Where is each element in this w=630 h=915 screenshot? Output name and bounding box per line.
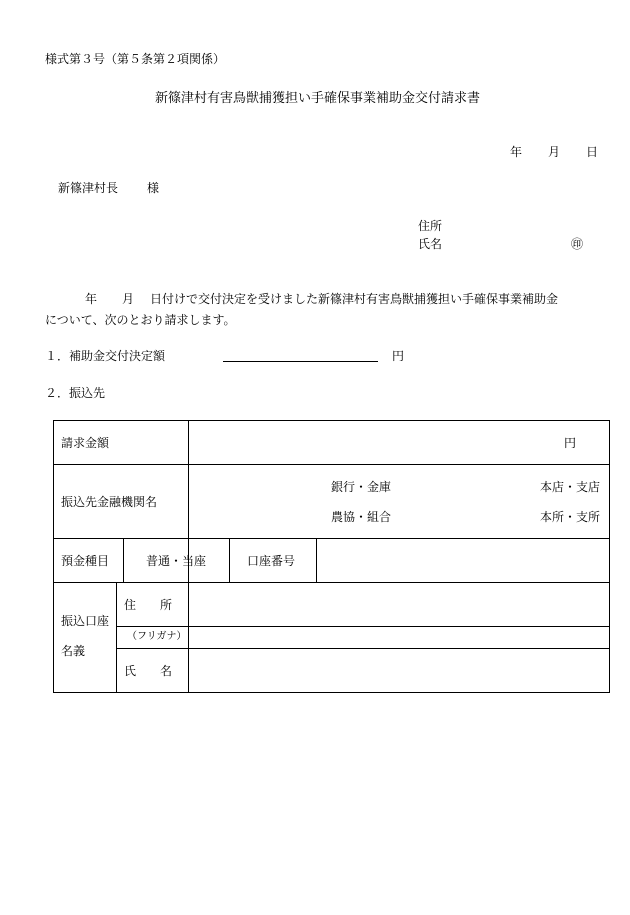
request-amount-label-cell — [54, 421, 189, 465]
item-grant-amount-unit: 円 — [392, 349, 405, 363]
bank-label: 振込先金融機関名 — [61, 495, 158, 509]
account-number-label-cell — [189, 539, 317, 583]
holder-label-2: 名義 — [61, 644, 86, 658]
deposit-type-value[interactable]: 普通・当座 — [146, 554, 207, 568]
holder-name-label-cell — [117, 649, 189, 693]
body-year: 年 — [85, 292, 98, 306]
account-number-cell[interactable] — [317, 539, 610, 583]
transfer-table — [53, 420, 610, 693]
holder-label-1: 振込口座 — [61, 614, 110, 628]
branch-type2: 本所・支所 — [540, 510, 601, 524]
deposit-type-label: 預金種目 — [61, 554, 110, 568]
holder-label-cell — [54, 583, 117, 693]
bank-type1: 銀行・金庫 — [331, 480, 392, 494]
body-month: 月 — [122, 292, 135, 306]
bank-type2: 農協・組合 — [331, 510, 392, 524]
addressee-name: 新篠津村長 — [58, 181, 119, 195]
bank-label-cell — [54, 465, 189, 539]
holder-address-cell[interactable] — [189, 583, 610, 627]
body-line2: について、次のとおり請求します。 — [45, 313, 236, 327]
branch-type1: 本店・支店 — [540, 480, 601, 494]
holder-name-label: 氏 名 — [124, 664, 173, 678]
deposit-type-label-cell — [54, 539, 207, 583]
request-amount-cell[interactable] — [189, 421, 610, 465]
holder-address-label-cell — [117, 583, 189, 627]
body-line1: 日付けで交付決定を受けました新篠津村有害鳥獣捕獲担い手確保事業補助金 — [150, 292, 559, 306]
date-year: 年 — [510, 145, 523, 159]
date-day: 日 — [586, 145, 599, 159]
holder-name-cell[interactable] — [189, 649, 610, 693]
item-transfer-label: ２．振込先 — [45, 386, 106, 400]
date-month: 月 — [548, 145, 561, 159]
addressee-honorific: 様 — [147, 181, 160, 195]
form-number: 様式第３号（第５条第２項関係） — [45, 52, 226, 66]
grant-amount-line — [223, 361, 378, 362]
bank-cell[interactable] — [189, 465, 610, 539]
page-title: 新篠津村有害鳥獣捕獲担い手確保事業補助金交付請求書 — [155, 91, 481, 106]
holder-furigana-cell[interactable] — [189, 627, 610, 649]
applicant-address-label: 住所 — [418, 219, 443, 233]
item-grant-amount-label: １．補助金交付決定額 — [45, 349, 166, 363]
holder-furigana-label: （フリガナ） — [127, 631, 187, 642]
applicant-name-label: 氏名 — [418, 237, 443, 251]
request-amount-label: 請求金額 — [61, 436, 110, 450]
request-amount-unit: 円 — [564, 436, 577, 450]
account-number-label: 口座番号 — [247, 554, 296, 568]
holder-furigana-label-cell — [117, 627, 189, 649]
holder-address-label: 住 所 — [124, 598, 173, 612]
seal-mark: ㊞ — [571, 237, 584, 251]
